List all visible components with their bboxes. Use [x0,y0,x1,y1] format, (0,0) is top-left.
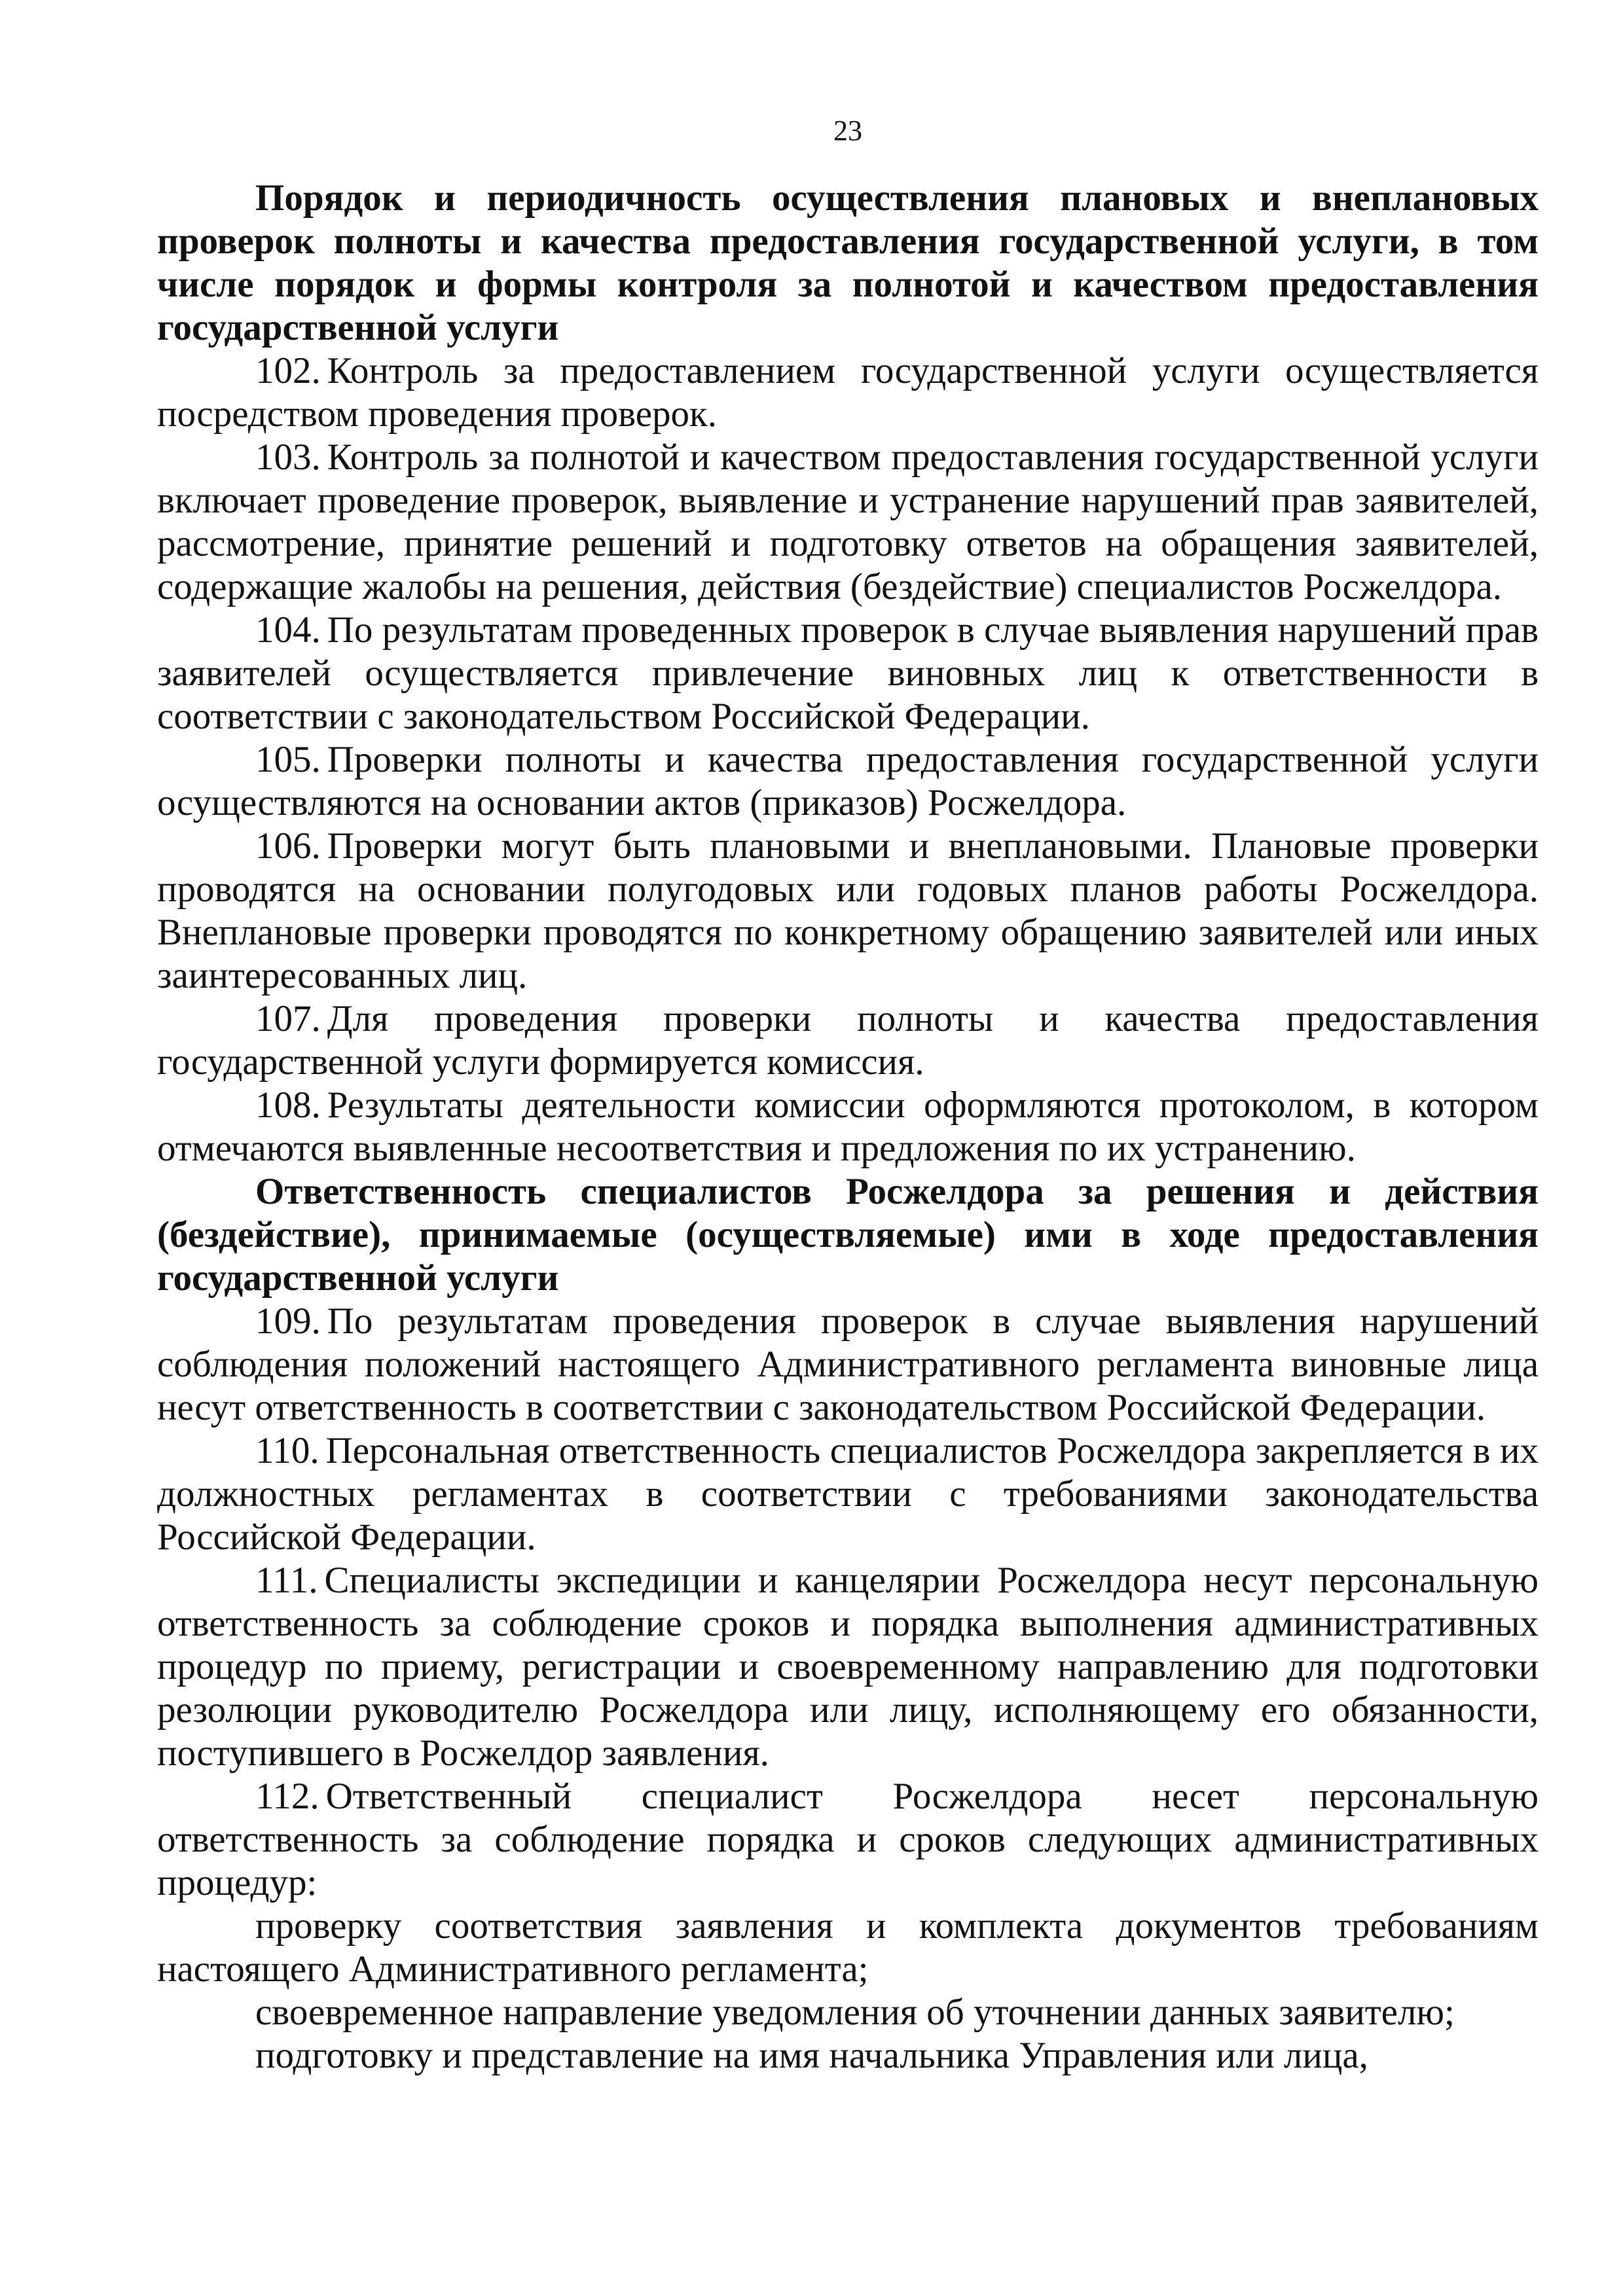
paragraph-number: 105. [255,739,321,780]
list-item: подготовку и представление на имя начальника Управления или лица, [255,2035,1368,2076]
paragraph-number: 104. [255,609,321,651]
paragraph-text: По результатам проведения проверок в случае выявления нарушений соблюдения положений настоящего Административного регламента виновные лица несут ответственность в соответствии с законодательством Российской Федерации. [157,1300,1539,1428]
paragraph-number: 107. [255,998,321,1039]
paragraph-103 [157,436,1539,609]
paragraph-108 [157,1084,1539,1170]
page-number: 23 [833,115,862,147]
paragraph-text: Контроль за полнотой и качеством предоставления государственной услуги включает проведение проверок, выявление и устранение нарушений прав заявителей, рассмотрение, принятие решений и подготовку ответов на обращения заявителей, содержащие жалобы на решения, действия (бездействие) специалистов Росжелдора. [157,437,1539,607]
section-heading-responsibility: Ответственность специалистов Росжелдора за решения и действия (бездействие), принимаемые (осуществляемые) ими в ходе предоставления государственной услуги [157,1171,1539,1299]
paragraph-number: 110. [255,1430,319,1471]
list-item: проверку соответствия заявления и комплекта документов требованиям настоящего Административного регламента; [157,1905,1539,1990]
paragraph-number: 103. [255,437,321,478]
paragraph-text: Для проведения проверки полноты и качества предоставления государственной услуги формируется комиссия. [157,998,1539,1083]
paragraph-112 [157,1775,1539,1905]
paragraph-text: Ответственный специалист Росжелдора несет персональную ответственность за соблюдение порядка и сроков следующих административных процедур: [157,1776,1539,1903]
paragraph-number: 106. [255,825,321,867]
paragraph-106 [157,825,1539,997]
paragraph-number: 102. [255,350,321,391]
paragraph-104 [157,609,1539,738]
paragraph-111 [157,1559,1539,1775]
paragraph-102 [157,350,1539,436]
paragraph-text: Результаты деятельности комиссии оформляются протоколом, в котором отмечаются выявленные несоответствия и предложения по их устранению. [157,1085,1539,1169]
paragraph-number: 112. [255,1776,319,1817]
paragraph-text: По результатам проведенных проверок в случае выявления нарушений прав заявителей осуществляется привлечение виновных лиц к ответственности в соответствии с законодательством Российской Федерации. [157,609,1539,737]
paragraph-text: Проверки полноты и качества предоставления государственной услуги осуществляются на основании актов (приказов) Росжелдора. [157,739,1539,823]
list-item: своевременное направление уведомления об уточнении данных заявителю; [255,1992,1455,2033]
paragraph-109 [157,1300,1539,1429]
paragraph-text: Специалисты экспедиции и канцелярии Росжелдора несут персональную ответственность за соблюдение сроков и порядка выполнения административных процедур по приему, регистрации и своевременному направлению для подготовки резолюции руководителю Росжелдора или лицу, исполняющему его обязанности, поступившего в Росжелдор заявления. [157,1560,1539,1774]
paragraph-110 [157,1429,1539,1559]
paragraph-number: 109. [255,1300,321,1342]
paragraph-number: 108. [255,1085,321,1126]
paragraph-105 [157,738,1539,825]
document-page [157,111,1539,2077]
paragraph-text: Проверки могут быть плановыми и внеплановыми. Плановые проверки проводятся на основании полугодовых или годовых планов работы Росжелдора. Внеплановые проверки проводятся по конкретному обращению заявителей или иных заинтересованных лиц. [157,825,1539,996]
paragraph-text: Контроль за предоставлением государственной услуги осуществляется посредством проведения проверок. [157,350,1539,435]
section-heading-inspections: Порядок и периодичность осуществления плановых и внеплановых проверок полноты и качества предоставления государственной услуги, в том числе порядок и формы контроля за полнотой и качеством предоставления государственной услуги [157,177,1539,348]
paragraph-107 [157,997,1539,1084]
paragraph-number: 111. [255,1560,318,1601]
paragraph-text: Персональная ответственность специалистов Росжелдора закрепляется в их должностных регламентах в соответствии с требованиями законодательства Российской Федерации. [157,1430,1539,1558]
